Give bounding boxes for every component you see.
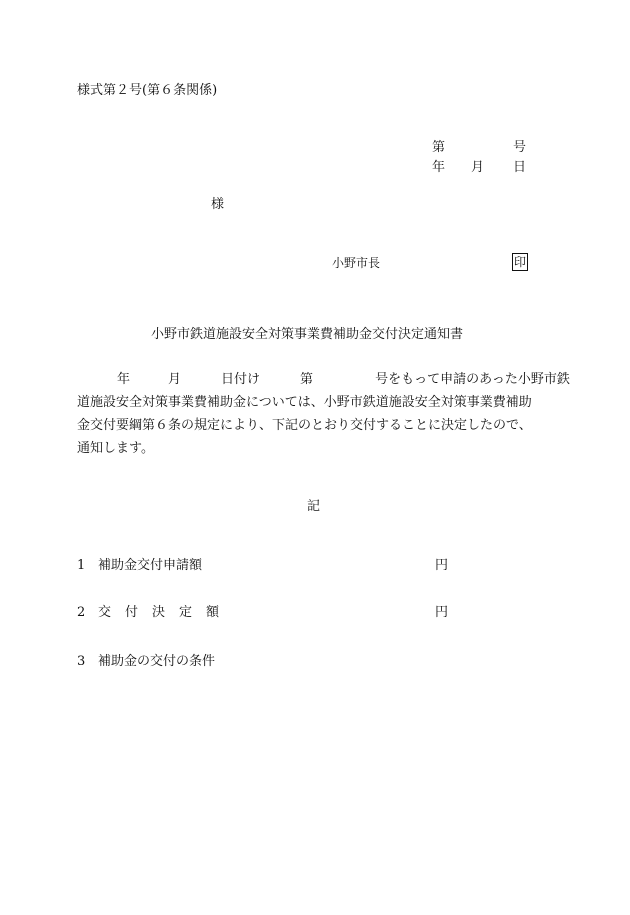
item-application-amount — [77, 559, 202, 572]
yen-unit: 円 — [435, 558, 449, 573]
item-number: 1 — [77, 558, 86, 573]
item-decision-amount — [77, 606, 233, 619]
item-number: 3 — [77, 654, 86, 669]
date-day-label: 日 — [513, 160, 527, 175]
doc-number-suffix: 号 — [513, 140, 527, 155]
body-month: 月 — [168, 372, 182, 387]
date-year-label: 年 — [432, 160, 446, 175]
item-number: 2 — [77, 605, 86, 620]
body-line-4: 通知します。 — [77, 441, 154, 456]
yen-unit: 円 — [435, 605, 449, 620]
body-number-prefix: 第 — [300, 372, 314, 387]
document-title: 小野市鉄道施設安全対策事業費補助金交付決定通知書 — [151, 327, 464, 342]
body-line-1-rest: 号をもって申請のあった小野市鉄 — [375, 372, 570, 387]
body-line-1 — [77, 368, 570, 391]
body-line-2: 道施設安全対策事業費補助金については、小野市鉄道施設安全対策事業費補助 — [77, 395, 532, 410]
item-label: 補助金交付申請額 — [98, 558, 203, 573]
item-label: 補助金の交付の条件 — [98, 654, 216, 669]
date-month-label: 月 — [471, 160, 485, 175]
issuer-name: 小野市長 — [332, 256, 381, 270]
item-label: 交付決定額 — [98, 605, 234, 620]
doc-number-label: 第 — [432, 140, 446, 155]
addressee-suffix: 様 — [211, 197, 225, 212]
item-conditions — [77, 655, 215, 668]
body-dated: 日付け — [221, 372, 261, 387]
body-paragraph — [77, 368, 570, 460]
body-line-3: 金交付要綱第６条の規定により、下記のとおり交付することに決定したので、 — [77, 418, 532, 433]
seal-mark: 印 — [514, 255, 527, 269]
body-year: 年 — [117, 372, 131, 387]
ki-heading: 記 — [307, 499, 321, 514]
form-number: 様式第２号(第６条関係) — [77, 83, 218, 98]
